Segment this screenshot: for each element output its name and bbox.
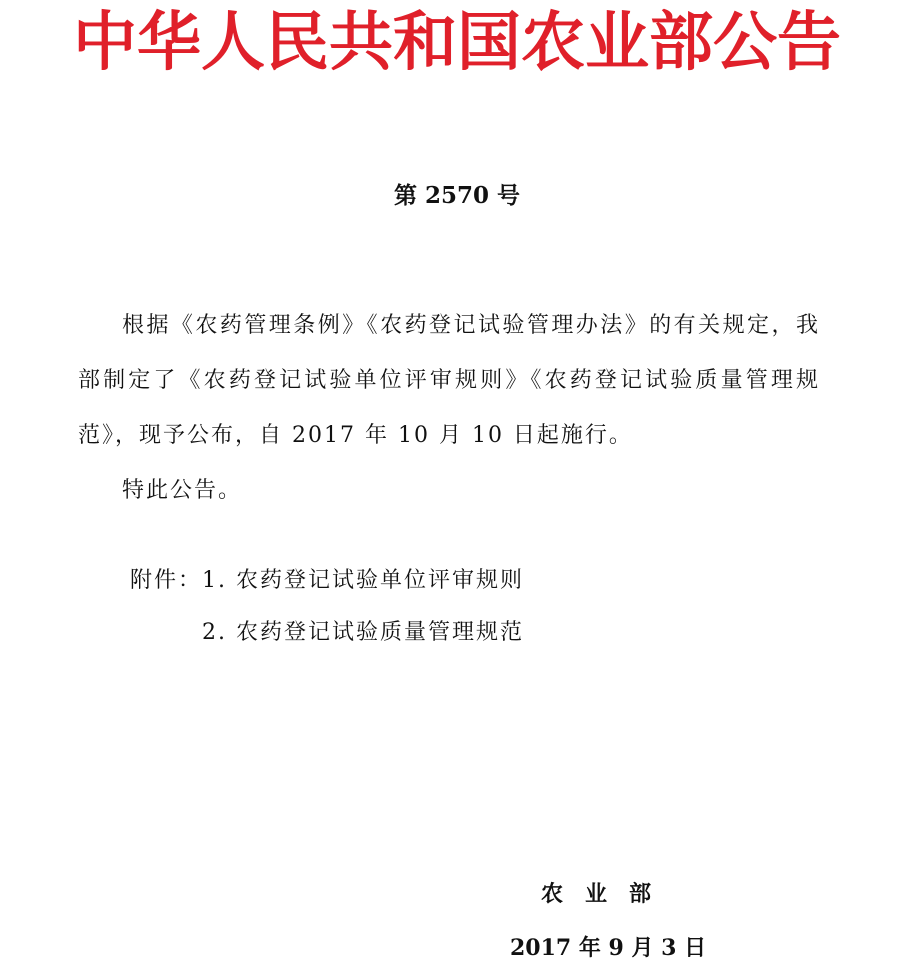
attachment-item: 1. 农药登记试验单位评审规则: [202, 568, 524, 593]
attachment-row-2: [130, 607, 830, 659]
issuing-authority: 农业部: [541, 881, 674, 907]
attachment-item: 2. 农药登记试验质量管理规范: [202, 620, 524, 645]
masthead-title: 中华人民共和国农业部公告: [73, 5, 841, 80]
attachments-label: 附件：: [130, 568, 203, 593]
attachments-section: [130, 555, 830, 659]
issue-date: 2017 年 9 月 3 日: [510, 935, 707, 961]
announcement-number: 第 2570 号: [393, 182, 521, 209]
body-paragraph-closing: 特此公告。: [122, 478, 243, 503]
attachment-row-1: [130, 555, 830, 607]
announcement-body: [78, 298, 820, 518]
body-paragraph-main: 根据《农药管理条例》《农药登记试验管理办法》的有关规定，我部制定了《农药登记试验单位评审规则》《农药登记试验质量管理规范》，现予公布，自 2017 年 10 月 10 日起施行。: [78, 313, 820, 448]
